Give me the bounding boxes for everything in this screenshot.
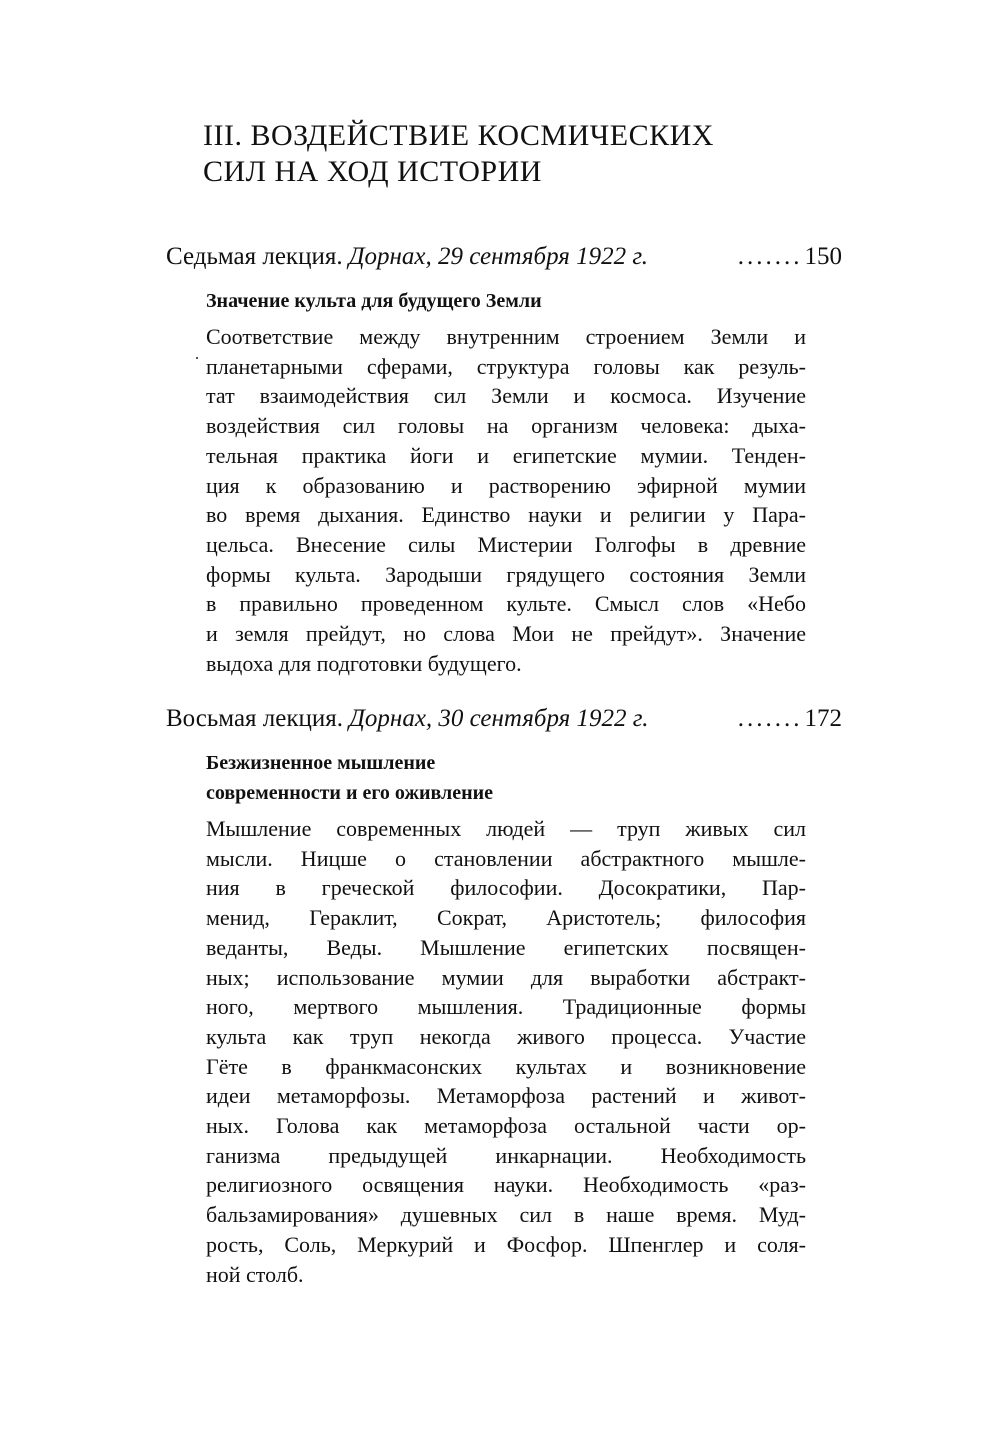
toc-entry-lecture-7 bbox=[166, 240, 842, 678]
summary-line: менид, Гераклит, Сократ, Аристотель; философия bbox=[206, 905, 806, 931]
lecture-label: Седьмая лекция. bbox=[166, 243, 343, 270]
summary-line: воздействия сил головы на организм человека: дыха- bbox=[206, 413, 806, 439]
summary-line: ных; использование мумии для выработки абстракт- bbox=[206, 964, 806, 990]
summary-line: ганизма предыдущей инкарнации. Необходимость bbox=[206, 1142, 806, 1168]
part-title bbox=[203, 118, 843, 190]
toc-entry-heading bbox=[166, 240, 842, 274]
summary-line: Соответствие между внутренним строением Земли и bbox=[206, 324, 806, 349]
topic-line: Безжизненное мышление bbox=[206, 752, 436, 774]
dot-leader: ....... bbox=[737, 705, 803, 732]
summary-line: тельная практика йоги и египетские мумии. Тенден- bbox=[206, 442, 806, 468]
lecture-place-date: Дорнах, 29 сентября 1922 г. bbox=[348, 243, 649, 270]
summary-line: идеи метаморфозы. Метаморфоза растений и живот- bbox=[206, 1083, 806, 1109]
summary-line: выдоха для подготовки будущего. bbox=[206, 650, 522, 676]
summary-line: ных. Голова как метаморфоза остальной части ор- bbox=[206, 1113, 806, 1139]
lecture-topic bbox=[206, 286, 842, 316]
lecture-place-date: Дорнах, 30 сентября 1922 г. bbox=[349, 705, 649, 732]
summary-line: планетарными сферами, структура головы как резуль- bbox=[206, 353, 806, 379]
toc-entry-heading bbox=[166, 702, 842, 736]
summary-line: в правильно проведенном культе. Смысл слов «Небо bbox=[206, 591, 806, 617]
summary-line: бальзамирования» душевных сил в наше время. Муд- bbox=[206, 1202, 806, 1228]
lecture-summary bbox=[206, 322, 806, 678]
summary-line: мысли. Ницше о становлении абстрактного мышле- bbox=[206, 845, 806, 871]
dot-leader: ....... bbox=[737, 243, 803, 270]
summary-line: Гёте в франкмасонских культах и возникновение bbox=[206, 1053, 806, 1079]
summary-line: ной столб. bbox=[206, 1261, 304, 1287]
summary-line: веданты, Веды. Мышление египетских посвящен- bbox=[206, 934, 806, 960]
lecture-label: Восьмая лекция. bbox=[166, 705, 344, 732]
topic-line: Значение культа для будущего Земли bbox=[206, 290, 542, 312]
summary-line: ного, мертвого мышления. Традиционные формы bbox=[206, 994, 806, 1020]
part-title-line-2: СИЛ НА ХОД ИСТОРИИ bbox=[203, 155, 542, 188]
lecture-topic bbox=[206, 748, 842, 808]
page-number: 150 bbox=[804, 243, 842, 270]
summary-line: тат взаимодействия сил Земли и космоса. Изучение bbox=[206, 383, 806, 409]
page-number: 172 bbox=[804, 705, 842, 732]
summary-line: и земля прейдут, но слова Мои не прейдут». Значение bbox=[206, 621, 806, 647]
topic-line: современности и его оживление bbox=[206, 782, 494, 804]
summary-line: религиозного освящения науки. Необходимость «раз- bbox=[206, 1172, 806, 1198]
summary-line: Мышление современных людей — труп живых сил bbox=[206, 816, 806, 841]
summary-line: формы культа. Зародыши грядущего состояния Земли bbox=[206, 561, 806, 587]
summary-line: ния в греческой философии. Досократики, Пар- bbox=[206, 875, 806, 901]
summary-line: цельса. Внесение силы Мистерии Голгофы в древние bbox=[206, 531, 806, 557]
summary-line: во время дыхания. Единство науки и религии у Пара- bbox=[206, 502, 806, 528]
summary-line: культа как труп некогда живого процесса. Участие bbox=[206, 1023, 806, 1049]
toc-entry-lecture-8 bbox=[166, 702, 842, 1289]
summary-line: ция к образованию и растворению эфирной мумии bbox=[206, 472, 806, 498]
part-title-line-1: III. ВОЗДЕЙСТВИЕ КОСМИЧЕСКИХ bbox=[203, 119, 714, 152]
summary-line: рость, Соль, Меркурий и Фосфор. Шпенглер и соля- bbox=[206, 1231, 806, 1257]
lecture-summary bbox=[206, 814, 806, 1289]
